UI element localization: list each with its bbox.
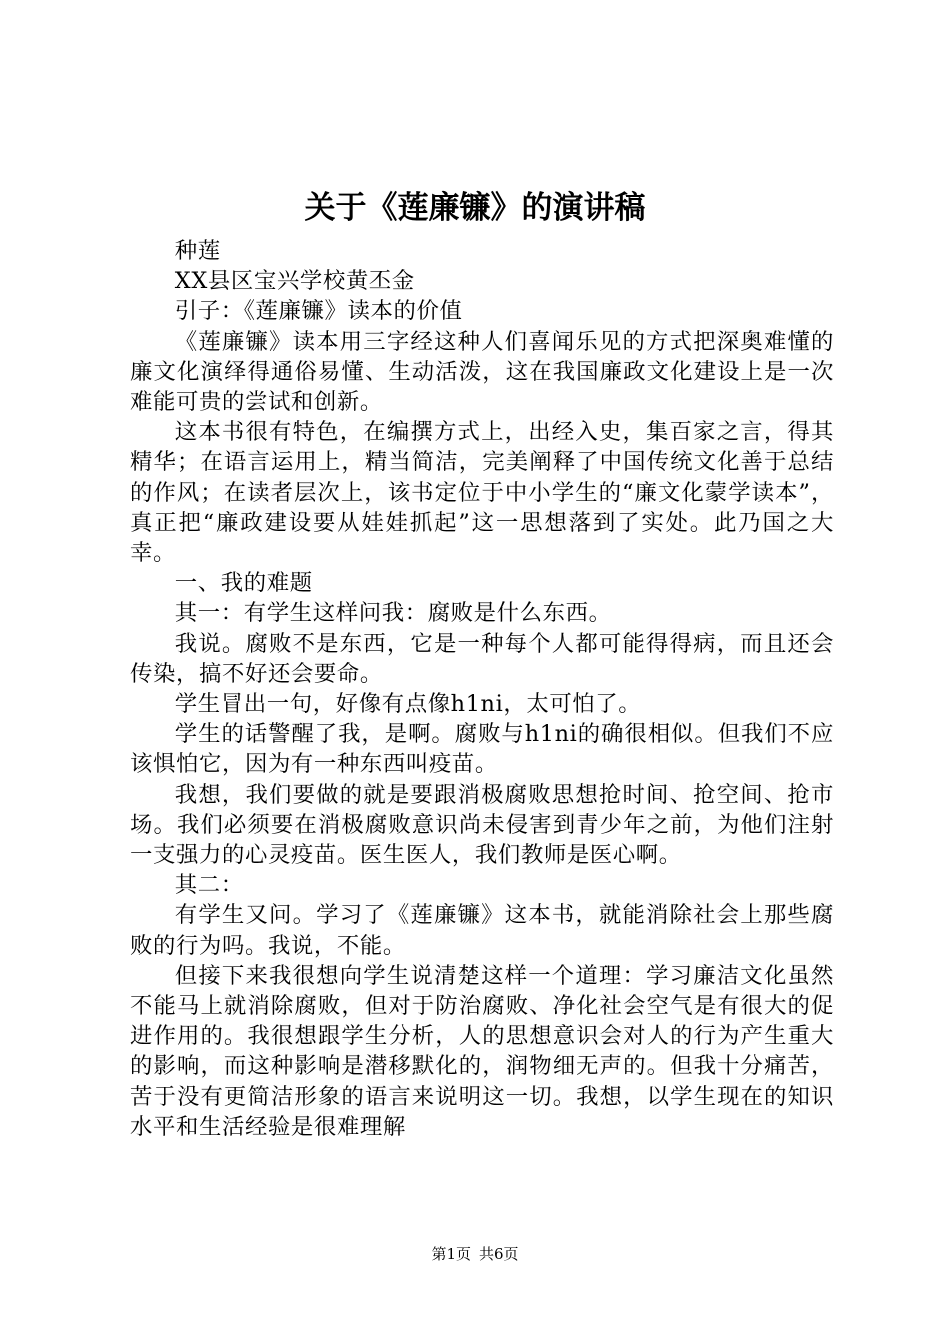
paragraph: 学生的话警醒了我，是啊。腐败与h1ni的确很相似。但我们不应该惧怕它，因为有一种东西叫疫苗。 (130, 721, 834, 778)
paragraph: 引子：《莲廉镰》读本的价值 (174, 298, 463, 325)
paragraph: 有学生又问。学习了《莲廉镰》这本书，就能消除社会上那些腐败的行为吗。我说，不能。 (130, 902, 834, 959)
paragraph: 我想，我们要做的就是要跟消极腐败思想抢时间、抢空间、抢市场。我们必须要在消极腐败意识尚未侵害到青少年之前，为他们注射一支强力的心灵疫苗。医生医人，我们教师是医心啊。 (130, 781, 834, 869)
paragraph: 种莲 (174, 238, 221, 264)
page-footer (0, 1244, 950, 1264)
page-total: 共6页 (479, 1245, 519, 1263)
paragraph: 其二： (174, 872, 244, 899)
document-body (130, 236, 834, 1142)
page-number: 第1页 (431, 1245, 471, 1263)
paragraph: 我说。腐败不是东西，它是一种每个人都可能得得病，而且还会传染，搞不好还会要命。 (130, 630, 834, 687)
paragraph: 其一：有学生这样问我：腐败是什么东西。 (174, 600, 612, 627)
paragraph: 《莲廉镰》读本用三字经这种人们喜闻乐见的方式把深奥难懂的廉文化演绎得通俗易懂、生动活泼，这在我国廉政文化建设上是一次难能可贵的尝试和创新。 (130, 328, 834, 416)
section-heading: 一、我的难题 (174, 570, 313, 597)
paragraph: 但接下来我很想向学生说清楚这样一个道理：学习廉洁文化虽然不能马上就消除腐败，但对于防治腐败、净化社会空气是有很大的促进作用的。我很想跟学生分析，人的思想意识会对人的行为产生重大的影响，而这种影响是潜移默化的，润物细无声的。但我十分痛苦，苦于没有更简洁形象的语言来说明这一切。我想，以学生现在的知识水平和生活经验是很难理解 (130, 962, 834, 1140)
document-title: 关于《莲廉镰》的演讲稿 (304, 190, 646, 226)
paragraph: 这本书很有特色，在编撰方式上，出经入史，集百家之言，得其精华；在语言运用上，精当简洁，完美阐释了中国传统文化善于总结的作风；在读者层次上，该书定位于中小学生的“廉文化蒙学读本”，真正把“廉政建设要从娃娃抓起”这一思想落到了实处。此乃国之大幸。 (130, 419, 834, 567)
paragraph: 学生冒出一句，好像有点像h1ni，太可怕了。 (174, 691, 642, 718)
paragraph: XX县区宝兴学校黄丕金 (174, 268, 415, 295)
